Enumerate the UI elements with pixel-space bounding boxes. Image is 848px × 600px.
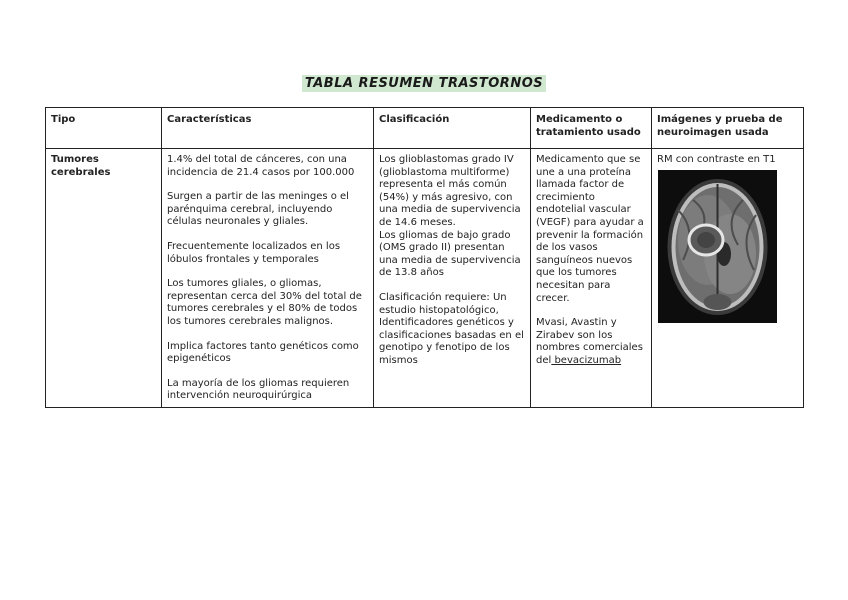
mri-brain-graphic bbox=[658, 170, 777, 323]
cell-imagenes bbox=[652, 149, 804, 408]
caracteristica-item: La mayoría de los gliomas requieren intervención neuroquirúrgica bbox=[167, 377, 350, 402]
medicamento-brand-names: Mvasi, Avastin y Zirabev son los nombres comerciales del bbox=[536, 317, 643, 366]
caracteristica-item: Implica factores tanto genéticos como epigenéticos bbox=[167, 340, 359, 365]
mri-brain-image bbox=[658, 170, 777, 323]
medicamento-paragraph-2 bbox=[536, 317, 646, 367]
table-row bbox=[46, 149, 804, 408]
header-caracteristicas: Características bbox=[162, 108, 374, 149]
document-title: TABLA RESUMEN TRASTORNOS bbox=[302, 75, 546, 92]
medicamento-paragraph-1: Medicamento que se une a una proteína llamada factor de crecimiento endotelial vascular (VEGF) para ayudar a prevenir la formación de los vasos sanguíneos nuevos que los tumores necesitan para crecer. bbox=[536, 154, 644, 304]
document-title-wrapper bbox=[0, 72, 848, 92]
cell-tipo: Tumores cerebrales bbox=[46, 149, 162, 408]
mri-caption: RM con contraste en T1 bbox=[657, 154, 776, 165]
summary-table bbox=[45, 107, 804, 408]
clasificacion-paragraph-2: Los gliomas de bajo grado (OMS grado II) presentan una media de supervivencia de 13.8 años bbox=[379, 229, 521, 279]
bevacizumab-link[interactable]: bevacizumab bbox=[551, 354, 622, 366]
cell-clasificacion bbox=[374, 149, 531, 408]
clasificacion-paragraph-3: Clasificación requiere: Un estudio histopatológico, Identificadores genéticos y clasificaciones basadas en el genotipo y fenotipo de los mismos bbox=[379, 291, 524, 366]
caracteristica-item: 1.4% del total de cánceres, con una incidencia de 21.4 casos por 100.000 bbox=[167, 154, 355, 178]
header-clasificacion: Clasificación bbox=[374, 108, 531, 149]
header-medicamento: Medicamento o tratamiento usado bbox=[531, 108, 652, 149]
cell-caracteristicas bbox=[162, 149, 374, 408]
clasificacion-paragraph-1: Los glioblastomas grado IV (glioblastoma multiforme) representa el más común (54%) y más agresivo, con una media de supervivencia de 14.6 meses. bbox=[379, 154, 521, 228]
caracteristica-item: Frecuentemente localizados en los lóbulos frontales y temporales bbox=[167, 240, 341, 265]
header-tipo: Tipo bbox=[46, 108, 162, 149]
table-header-row bbox=[46, 108, 804, 149]
caracteristica-item: Surgen a partir de las meninges o el parénquima cerebral, incluyendo células neuronales y gliales. bbox=[167, 191, 349, 228]
cell-medicamento bbox=[531, 149, 652, 408]
header-imagenes: Imágenes y prueba de neuroimagen usada bbox=[652, 108, 804, 149]
caracteristica-item: Los tumores gliales, o gliomas, representan cerca del 30% del total de tumores cerebrales y el 80% de todos los tumores cerebrales malignos. bbox=[167, 278, 362, 327]
